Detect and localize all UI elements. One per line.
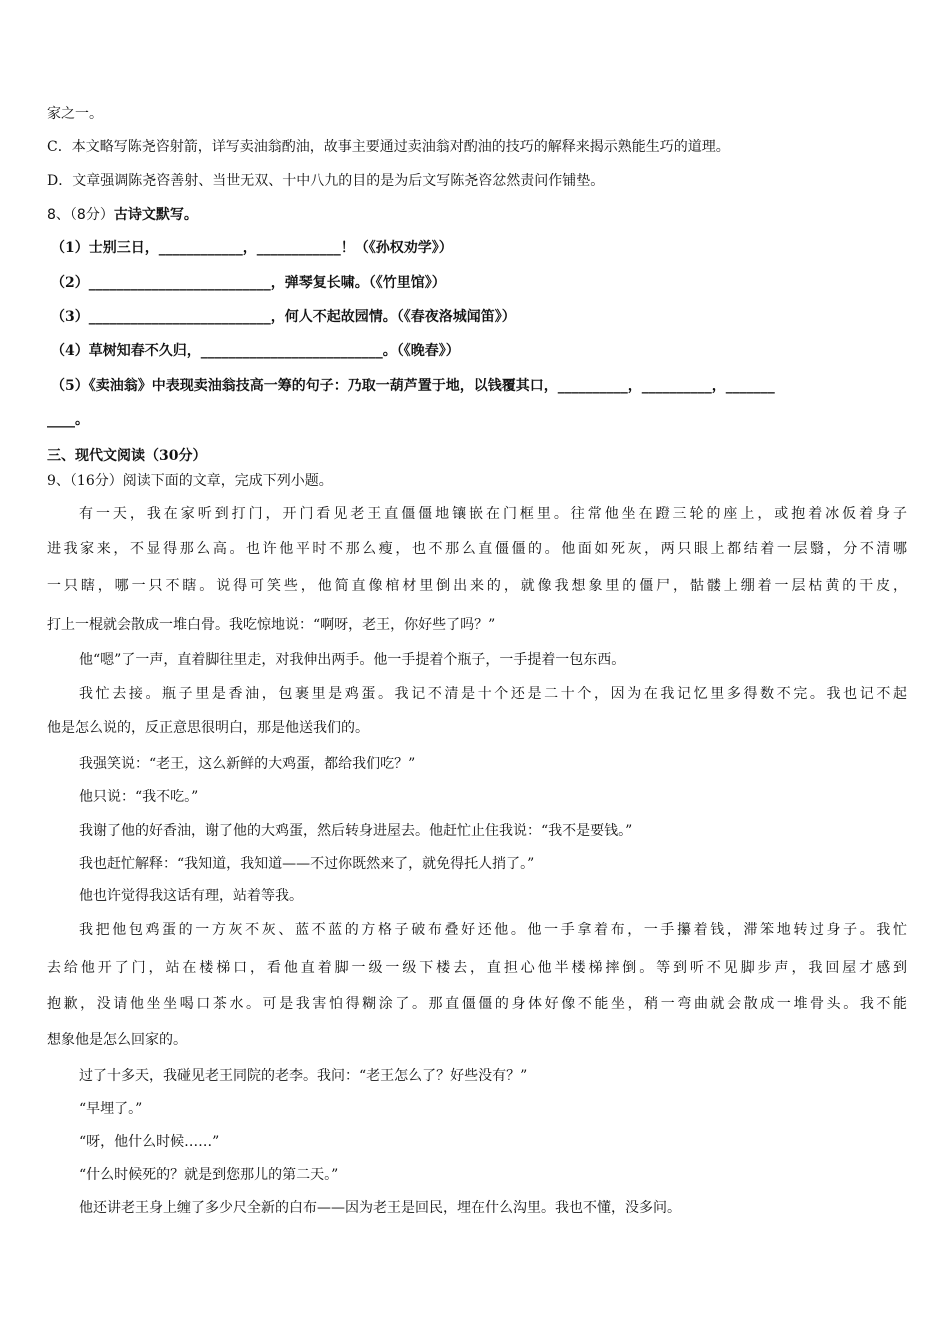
passage-line: “呀，他什么时候……” bbox=[79, 1134, 220, 1150]
passage-line: 我把他包鸡蛋的一方灰不灰、蓝不蓝的方格子破布叠好还他。他一手拿着布，一手攥着钱，滞笨地转过身子。我忙 bbox=[79, 922, 907, 938]
passage-line: 一只瞎，哪一只不瞎。说得可笑些，他简直像棺材里倒出来的，就像我想象里的僵尸，骷髅上绷着一层枯黄的干皮， bbox=[47, 578, 907, 594]
q8-item-1: （1）士别三日，____________，____________！（《孙权劝学》） bbox=[51, 240, 453, 256]
passage-line: “什么时候死的？就是到您那儿的第二天。” bbox=[79, 1167, 339, 1183]
section-3-title: 三、现代文阅读（30分） bbox=[47, 448, 207, 464]
q8-header bbox=[47, 205, 907, 225]
q8-item-3: （3）__________________________，何人不起故园情。（《春夜洛城闻笛》） bbox=[51, 309, 516, 325]
q8-title: 古诗文默写。 bbox=[113, 207, 198, 223]
passage-line: 打上一棍就会散成一堆白骨。我吃惊地说：“啊呀，老王，你好些了吗？” bbox=[47, 617, 496, 633]
q9-header: 9、（16分）阅读下面的文章，完成下列小题。 bbox=[47, 473, 333, 489]
passage-line: 他是怎么说的，反正意思很明白，那是他送我们的。 bbox=[47, 720, 369, 736]
passage-line: 有一天，我在家听到打门，开门看见老王直僵僵地镶嵌在门框里。往常他坐在蹬三轮的座上，或抱着冰仮着身子 bbox=[79, 506, 907, 522]
passage-line: 他只说：“我不吃。” bbox=[79, 789, 199, 805]
q7-option-d: D．文章强调陈尧咨善射、当世无双、十中八九的目的是为后文写陈尧咨忿然责问作铺垫。 bbox=[47, 173, 605, 189]
passage-line: 进我家来，不显得那么高。也许他平时不那么瘦，也不那么直僵僵的。他面如死灰，两只眼上都结着一层翳，分不清哪 bbox=[47, 541, 907, 557]
q7-continuation: 家之一。 bbox=[47, 106, 103, 122]
passage-line: “早埋了。” bbox=[79, 1101, 143, 1117]
q7-option-c: C．本文略写陈尧咨射箭，详写卖油翁酌油，故事主要通过卖油翁对酌油的技巧的解释来揭示熟能生巧的道理。 bbox=[47, 139, 730, 155]
passage-line: 我忙去接。瓶子里是香油，包裹里是鸡蛋。我记不清是十个还是二十个，因为在我记忆里多得数不完。我也记不起 bbox=[79, 686, 907, 702]
q8-item-4: （4）草树知春不久归，__________________________。（《晚春》） bbox=[51, 343, 460, 359]
q8-item-2: （2）__________________________，弹琴复长啸。（《竹里馆》） bbox=[51, 275, 446, 291]
passage-line: 他还讲老王身上缠了多少尺全新的白布——因为老王是回民，埋在什么沟里。我也不懂，没多问。 bbox=[79, 1200, 681, 1216]
passage-line: 去给他开了门，站在楼梯口，看他直着脚一级一级下楼去，直担心他半楼梯摔倒。等到听不见脚步声，我回屋才感到 bbox=[47, 960, 907, 976]
passage-line: 他也许觉得我这话有理，站着等我。 bbox=[79, 888, 303, 904]
passage-line: 他“嗯”了一声，直着脚往里走，对我伸出两手。他一手提着个瓶子，一手提着一包东西。 bbox=[79, 652, 626, 668]
passage-line: 我强笑说：“老王，这么新鲜的大鸡蛋，都给我们吃？” bbox=[79, 756, 416, 772]
q8-item-5: （5）《卖油翁》中表现卖油翁技高一筹的句子：乃取一葫芦置于地，以钱覆其口，__________，__________，_______ bbox=[51, 378, 775, 394]
passage-line: 想象他是怎么回家的。 bbox=[47, 1032, 187, 1048]
passage-line: 抱歉，没请他坐坐喝口茶水。可是我害怕得糊涂了。那直僵僵的身体好像不能坐，稍一弯曲就会散成一堆骨头。我不能 bbox=[47, 996, 907, 1012]
passage-line: 过了十多天，我碰见老王同院的老李。我问：“老王怎么了？好些没有？” bbox=[79, 1068, 528, 1084]
q8-item-5-cont: ____。 bbox=[47, 412, 89, 428]
passage-line: 我谢了他的好香油，谢了他的大鸡蛋，然后转身进屋去。他赶忙止住我说：“我不是要钱。” bbox=[79, 823, 633, 839]
q8-number: 8、（8分） bbox=[47, 207, 114, 223]
passage-line: 我也赶忙解释：“我知道，我知道——不过你既然来了，就免得托人捎了。” bbox=[79, 856, 535, 872]
